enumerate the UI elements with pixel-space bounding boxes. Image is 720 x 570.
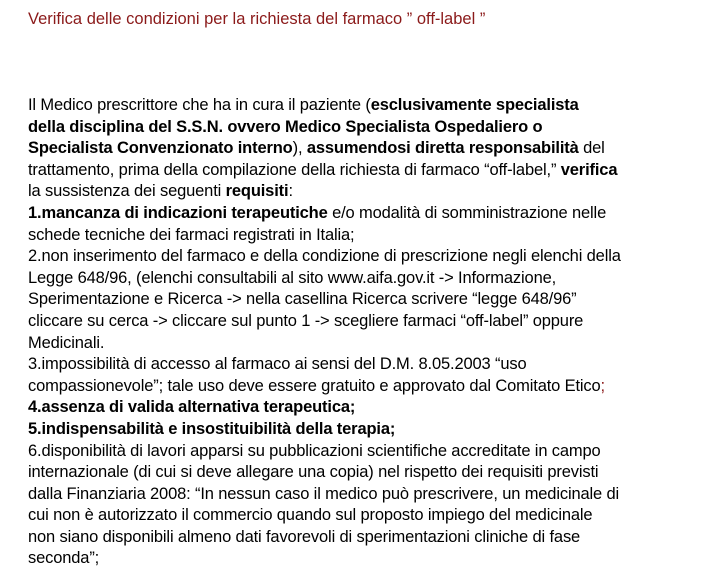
text-line <box>28 117 718 139</box>
text-line <box>28 225 718 247</box>
text-segment: e/o modalità di somministrazione nelle <box>327 203 607 222</box>
text-segment: Legge 648/96, (elenchi consultabili al sito www.aifa.gov.it -> Informazione, <box>28 268 557 287</box>
bold-text-segment: 4.assenza di valida alternativa terapeutica; <box>28 398 356 417</box>
text-line <box>28 527 718 549</box>
text-segment: trattamento, prima della compilazione della richiesta di farmaco “off-label,” <box>28 160 561 179</box>
text-segment: : <box>288 182 293 201</box>
bold-text-segment: verifica <box>560 160 618 179</box>
text-segment: ), <box>292 139 307 158</box>
text-segment: 2.non inserimento del farmaco e della condizione di prescrizione negli elenchi della <box>28 247 621 266</box>
text-segment: la sussistenza dei seguenti <box>28 182 226 201</box>
body-text <box>28 95 718 570</box>
text-segment: compassionevole”; tale uso deve essere gratuito e approvato dal Comitato Etico <box>28 376 601 395</box>
bold-text-segment: 5.indispensabilità e insostituibilità della terapia; <box>28 419 396 438</box>
text-line <box>28 160 718 182</box>
bold-text-segment: requisiti <box>225 182 289 201</box>
text-segment: cliccare su cerca -> cliccare sul punto 1 -> scegliere farmaci “off-label” oppure <box>28 311 584 330</box>
text-line <box>28 376 718 398</box>
text-segment: Sperimentazione e Ricerca -> nella casellina Ricerca scrivere “legge 648/96” <box>28 290 577 309</box>
text-segment: Medicinali. <box>28 333 105 352</box>
text-segment: seconda”; <box>28 549 100 568</box>
text-line <box>28 138 718 160</box>
bold-text-segment: della disciplina del S.S.N. ovvero Medico Specialista Ospedaliero o <box>28 117 543 136</box>
text-line <box>28 268 718 290</box>
text-line <box>28 505 718 527</box>
text-segment: cui non è autorizzato il commercio quando sul proposto impiego del medicinale <box>28 506 593 525</box>
text-line <box>28 441 718 463</box>
text-line <box>28 311 718 333</box>
text-segment: non siano disponibili almeno dati favorevoli di sperimentazioni cliniche di fase <box>28 527 581 546</box>
bold-text-segment: esclusivamente specialista <box>370 96 579 114</box>
text-segment: ; <box>600 376 605 395</box>
text-segment: internazionale (di cui si deve allegare una copia) nel rispetto dei requisiti previsti <box>28 463 599 482</box>
bold-text-segment: 1.mancanza di indicazioni terapeutiche <box>28 203 328 222</box>
text-line <box>28 548 718 570</box>
text-line <box>28 289 718 311</box>
text-segment: dalla Finanziaria 2008: “In nessun caso il medico può prescrivere, un medicinale di <box>28 484 620 503</box>
text-line <box>28 354 718 376</box>
text-line <box>28 462 718 484</box>
text-segment: 3.impossibilità di accesso al farmaco ai sensi del D.M. 8.05.2003 “uso <box>28 355 527 374</box>
text-line <box>28 333 718 355</box>
text-line <box>28 95 718 117</box>
text-segment: 6.disponibilità di lavori apparsi su pubblicazioni scientifiche accreditate in campo <box>28 441 601 460</box>
text-segment: Il Medico prescrittore che ha in cura il paziente ( <box>28 96 371 114</box>
slide-title: Verifica delle condizioni per la richiesta del farmaco ” off-label ” <box>28 10 486 28</box>
text-line <box>28 397 718 419</box>
text-line <box>28 181 718 203</box>
text-line <box>28 484 718 506</box>
bold-text-segment: Specialista Convenzionato interno <box>28 139 293 158</box>
text-segment: del <box>578 139 605 158</box>
text-segment: schede tecniche dei farmaci registrati in Italia; <box>28 225 355 244</box>
text-line <box>28 203 718 225</box>
bold-text-segment: assumendosi diretta responsabilità <box>306 139 579 158</box>
text-line <box>28 246 718 268</box>
text-line <box>28 419 718 441</box>
